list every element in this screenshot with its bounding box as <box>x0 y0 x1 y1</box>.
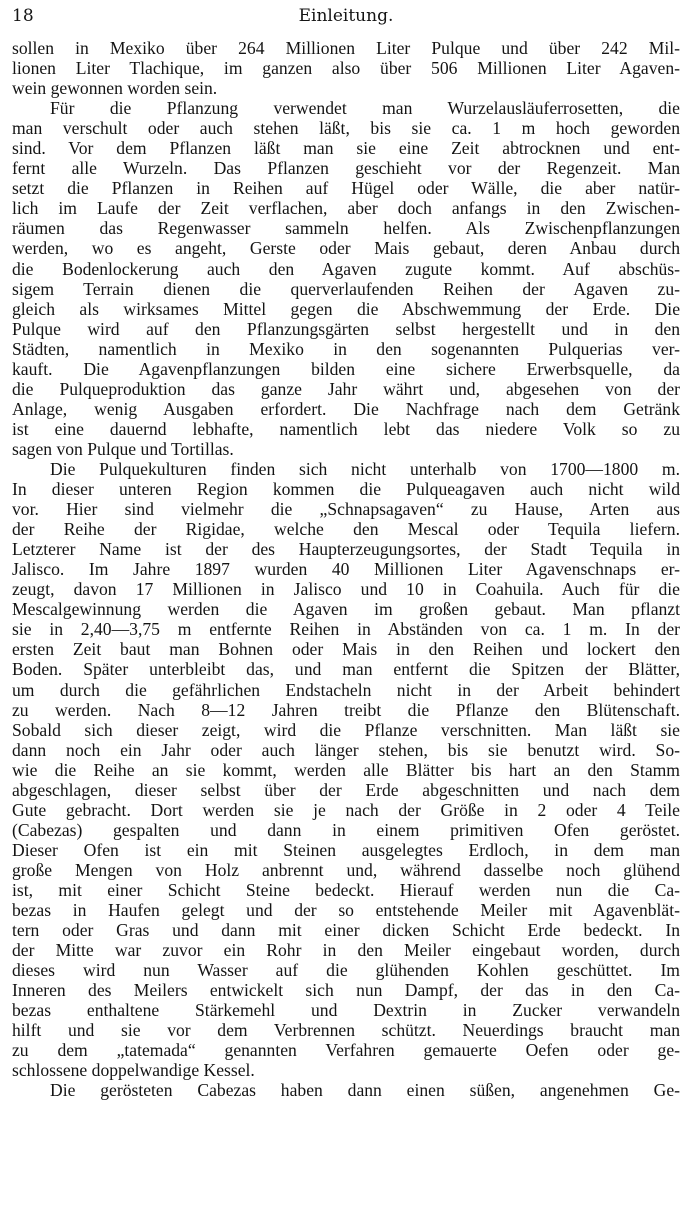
text-line: sigem Terrain dienen die querverlaufenden Reihen der Agaven zu- <box>12 278 680 299</box>
paragraph <box>12 459 680 1080</box>
text-line: Boden. Später unterbleibt das, und man entfernt die Spitzen der Blätter, <box>12 659 680 680</box>
text-line: ist, mit einer Schicht Steine bedeckt. Hierauf werden nun die Ca- <box>12 879 680 900</box>
text-line: abgeschlagen, dieser selbst über der Erde abgeschnitten und nach dem <box>12 779 680 800</box>
text-line: vor. Hier sind vielmehr die „Schnapsagaven“ zu Hause, Arten aus <box>12 499 680 520</box>
text-line: zu werden. Nach 8—12 Jahren treibt die Pflanze den Blütenschaft. <box>12 699 680 720</box>
text-line: fernt alle Wurzeln. Das Pflanzen geschieht vor der Regenzeit. Man <box>12 158 680 179</box>
text-line: Jalisco. Im Jahre 1897 wurden 40 Millionen Liter Agavenschnaps er- <box>12 559 680 580</box>
text-line: um durch die gefährlichen Endstacheln nicht in der Arbeit behindert <box>12 679 680 700</box>
text-line: Pulque wird auf den Pflanzungsgärten selbst hergestellt und in den <box>12 318 680 339</box>
text-line: lich im Laufe der Zeit verflachen, aber doch anfangs in den Zwischen- <box>12 198 680 219</box>
text-line: ist eine dauernd lebhafte, namentlich lebt das niedere Volk so zu <box>12 418 680 439</box>
text-line: zeugt, davon 17 Millionen in Jalisco und 10 in Coahuila. Auch für die <box>12 579 680 600</box>
text-line: die Pulqueproduktion das ganze Jahr währt und, abgesehen von der <box>12 378 680 399</box>
text-line: der Reihe der Rigidae, welche den Mescal oder Tequila liefern. <box>12 519 680 540</box>
text-line: bezas in Haufen gelegt und der so entstehende Meiler mit Agavenblät- <box>12 900 680 921</box>
text-line: sie in 2,40—3,75 m entfernte Reihen in Abständen von ca. 1 m. In der <box>12 619 680 640</box>
page-header <box>12 6 680 34</box>
text-line: große Mengen von Holz anbrennt und, während dasselbe noch glühend <box>12 859 680 880</box>
text-line: hilft und sie vor dem Verbrennen schützt. Neuerdings braucht man <box>12 1020 680 1041</box>
text-line: dieses wird nun Wasser auf die glühenden Kohlen geschüttet. Im <box>12 960 680 981</box>
text-line: wie die Reihe an sie kommt, werden alle Blätter bis hart an den Stamm <box>12 759 680 780</box>
text-line: sind. Vor dem Pflanzen läßt man sie eine Zeit abtrocknen und ent- <box>12 138 680 159</box>
text-line: wein gewonnen worden sein. <box>12 78 218 99</box>
text-line: räumen das Regenwasser sammeln helfen. Als Zwischenpflanzungen <box>12 218 680 239</box>
text-line: Dieser Ofen ist ein mit Steinen ausgelegtes Erdloch, in dem man <box>12 839 680 860</box>
text-line: kauft. Die Agavenpflanzungen bilden eine sichere Erwerbsquelle, da <box>12 358 680 379</box>
text-line: lionen Liter Tlachique, im ganzen also über 506 Millionen Liter Agaven- <box>12 58 680 79</box>
text-line: die Bodenlockerung auch den Agaven zugute kommt. Auf abschüs- <box>12 258 680 279</box>
text-line: man verschult oder auch stehen läßt, bis sie ca. 1 m hoch geworden <box>12 118 680 139</box>
text-line: In dieser unteren Region kommen die Pulqueagaven auch nicht wild <box>12 479 680 500</box>
text-line: sollen in Mexiko über 264 Millionen Liter Pulque und über 242 Mil- <box>12 38 680 58</box>
page-number: 18 <box>12 6 34 26</box>
text-line: werden, wo es angeht, Gerste oder Mais gebaut, deren Anbau durch <box>12 238 680 259</box>
text-line: Anlage, wenig Ausgaben erfordert. Die Nachfrage nach dem Getränk <box>12 398 680 419</box>
text-line: Inneren des Meilers entwickelt sich nun Dampf, der das in den Ca- <box>12 980 680 1001</box>
paragraph <box>12 38 680 98</box>
text-line: Sobald sich dieser zeigt, wird die Pflanze verschnitten. Man läßt sie <box>12 719 680 740</box>
text-line: Die Pulquekulturen finden sich nicht unterhalb von 1700—1800 m. <box>50 458 680 479</box>
paragraph <box>12 98 680 459</box>
text-line: Gute gebracht. Dort werden sie je nach der Größe in 2 oder 4 Teile <box>12 799 680 820</box>
text-line: Für die Pflanzung verwendet man Wurzelausläuferrosetten, die <box>50 98 680 119</box>
text-line: ersten Zeit baut man Bohnen oder Mais in den Reihen und lockert den <box>12 639 680 660</box>
text-line: (Cabezas) gespalten und dann in einem primitiven Ofen geröstet. <box>12 819 680 840</box>
paragraph <box>12 1080 680 1100</box>
text-line: Mescalgewinnung werden die Agaven im großen gebaut. Man pflanzt <box>12 599 680 620</box>
text-line: Städten, namentlich in Mexiko in den sogenannten Pulquerias ver- <box>12 338 680 359</box>
text-line: bezas enthaltene Stärkemehl und Dextrin in Zucker verwandeln <box>12 1000 680 1021</box>
text-line: setzt die Pflanzen in Reihen auf Hügel oder Wälle, die aber natür- <box>12 178 680 199</box>
text-line: schlossene doppelwandige Kessel. <box>12 1060 255 1081</box>
text-line: Die gerösteten Cabezas haben dann einen süßen, angenehmen Ge- <box>50 1080 680 1101</box>
text-line: gleich als wirksames Mittel gegen die Abschwemmung der Erde. Die <box>12 298 680 319</box>
text-line: tern oder Gras und dann mit einer dicken Schicht Erde bedeckt. In <box>12 920 680 941</box>
body-text <box>12 38 680 1100</box>
running-title: Einleitung. <box>298 6 394 26</box>
text-line: dann noch ein Jahr oder auch länger stehen, bis sie benutzt wird. So- <box>12 739 680 760</box>
text-line: Letzterer Name ist der des Haupterzeugungsortes, der Stadt Tequila in <box>12 539 680 560</box>
text-line: der Mitte war zuvor ein Rohr in den Meiler eingebaut worden, durch <box>12 940 680 961</box>
text-line: sagen von Pulque und Tortillas. <box>12 438 234 459</box>
text-line: zu dem „tatemada“ genannten Verfahren gemauerte Oefen oder ge- <box>12 1040 680 1061</box>
